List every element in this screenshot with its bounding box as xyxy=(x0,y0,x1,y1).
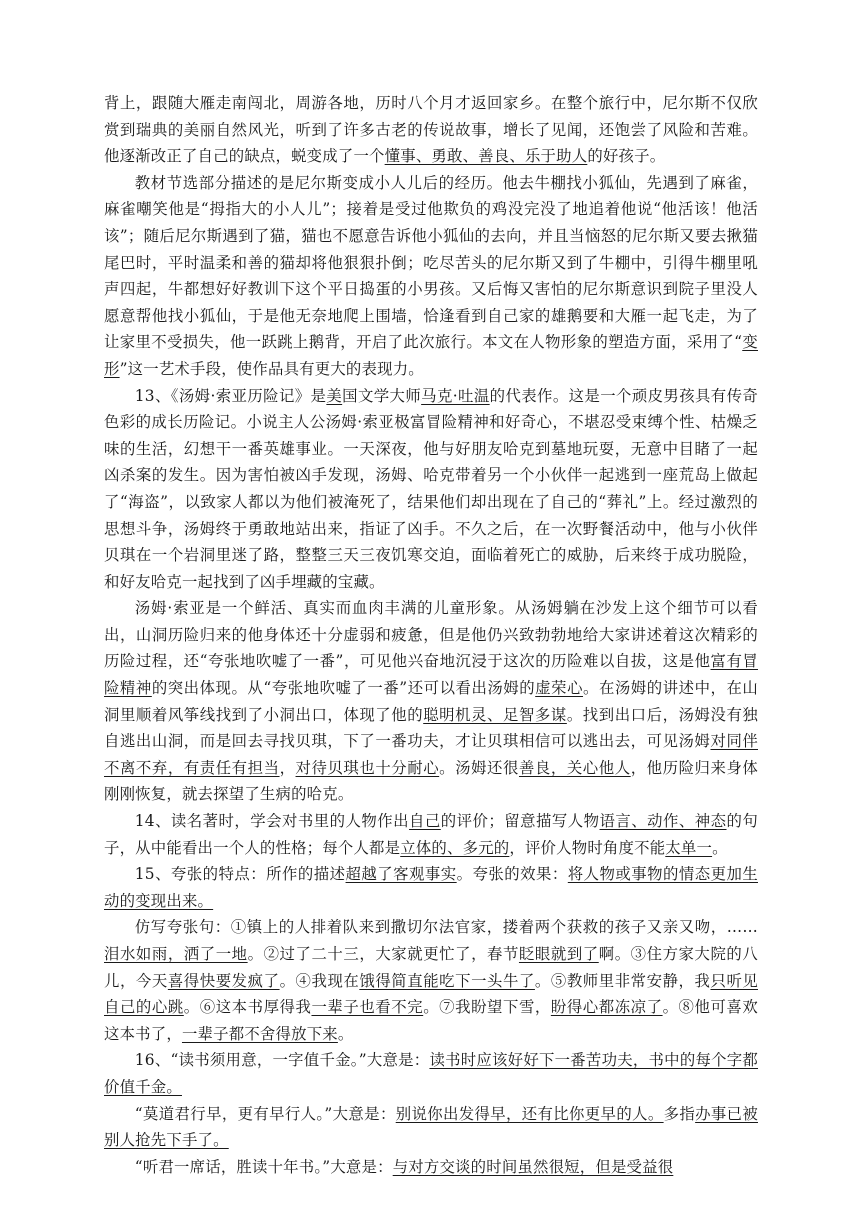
underlined-answer: 马克·吐温 xyxy=(421,386,490,405)
underlined-answer: 一辈子都不舍得放下来 xyxy=(181,1024,338,1043)
text-segment: 背上，跟随大雁走南闯北，周游各地，历时八个月才返回家乡。在整个旅行中，尼尔斯不仅欣赏到瑞典的美丽自然风光，听到了许多古老的传说故事，增长了见闻，还饱尝了风险和苦难。他逐渐改正了自己的缺点，蜕变成了一个 xyxy=(104,94,758,166)
underlined-answer: 富有冒险精神 xyxy=(104,652,758,698)
paragraph xyxy=(104,90,758,170)
underlined-answer: 聪明机灵、足智多谋 xyxy=(423,705,567,724)
underlined-answer: 对同伴不离不弃，有责任有担当 xyxy=(104,732,758,777)
text-segment: 的好孩子。 xyxy=(587,147,666,166)
underlined-answer: 眨眼就到了 xyxy=(518,945,599,963)
text-segment: 。 xyxy=(712,838,728,857)
text-segment: 仿写夸张句：①镇上的人排着队来到撒切尔法官家，搂着两个获救的孩子又亲又吻，…… xyxy=(134,918,758,937)
paragraph xyxy=(104,595,758,808)
underlined-answer: 喜得快要发疯了 xyxy=(167,971,280,990)
paragraph xyxy=(104,1154,758,1181)
underlined-answer: 泪水如雨，洒了一地 xyxy=(104,945,248,963)
text-segment: 的突出体现。从“夸张地吹嘘了一番”还可以看出汤姆的 xyxy=(151,679,536,698)
text-segment: 啊。③住方家大院的八儿，今天 xyxy=(104,945,758,990)
underlined-answer: 办事已被别人抢先下手了。 xyxy=(104,1104,758,1150)
underlined-answer: 变形 xyxy=(104,333,758,378)
text-segment: 。⑧他可喜欢这本书了， xyxy=(104,998,758,1043)
text-segment: 的句子，从中能看出一个人的性格；每个人都是 xyxy=(104,812,758,857)
text-segment: 。④我现在 xyxy=(279,971,360,990)
underlined-answer: 超越了客观事实 xyxy=(345,865,457,884)
paragraph xyxy=(104,383,758,596)
paragraph xyxy=(104,861,758,914)
text-segment: 15、夸张的特点：所作的描述 xyxy=(134,865,346,884)
text-segment: 。汤姆还很 xyxy=(439,758,519,777)
paragraph xyxy=(104,808,758,861)
text-segment: 14、读名著时，学会对书里的人物作出 xyxy=(134,812,410,831)
underlined-answer: 自己 xyxy=(409,812,441,831)
underlined-answer: 语言、动作、神态 xyxy=(599,812,727,831)
underlined-answer: 虚荣心 xyxy=(535,679,584,698)
text-segment: 。⑤教师里非常安静，我 xyxy=(534,971,711,990)
text-segment: 的代表作。这是一个顽皮男孩具有传奇色彩的成长历险记。小说主人公汤姆·索亚极富冒险精神和好奇心，不堪忍受束缚个性、枯燥乏味的生活，幻想干一番英雄事业。一天深夜，他与好朋友哈克到墓地玩耍，无意中目睹了一起凶杀案的发生。因为害怕被凶手发现，汤姆、哈克带着另一个小伙伴一起逃到一座荒岛上做起了“海盗”，以致家人都以为他们被淹死了，结果他们却出现在了自己的“葬礼”上。经过激烈的思想斗争，汤姆终于勇敢地站出来，指证了凶手。不久之后，在一次野餐活动中，他与小伙伴贝琪在一个岩洞里迷了路，整整三天三夜饥寒交迫，面临着死亡的威胁，后来终于成功脱险，和好友哈克一起找到了凶手埋藏的宝藏。 xyxy=(104,386,758,591)
document-page xyxy=(104,90,758,1180)
text-segment: 国文学大师 xyxy=(342,386,422,405)
underlined-answer: 与对方交谈的时间虽然很短，但是受益很 xyxy=(392,1157,674,1176)
text-segment: ”这一艺术手段，使作品具有更大的表现力。 xyxy=(119,359,424,378)
underlined-answer: 对待贝琪也十分耐心 xyxy=(295,758,440,777)
underlined-answer: 一辈子也看不完 xyxy=(311,998,424,1017)
text-segment: 13、《汤姆·索亚历险记》是 xyxy=(134,386,327,405)
text-segment: 多指 xyxy=(663,1104,696,1123)
text-segment: 16、“读书须用意，一字值千金。”大意是： xyxy=(134,1051,430,1070)
underlined-answer: 盼得心都冻凉了 xyxy=(550,998,663,1017)
text-segment: 。⑦我盼望下雪， xyxy=(423,998,551,1017)
text-segment: ， xyxy=(279,758,296,777)
underlined-answer: 只听见自己的心跳 xyxy=(104,971,758,1017)
underlined-answer: 善良，关心他人 xyxy=(518,758,631,777)
text-segment: 。在汤姆的讲述中，在山洞里顺着风筝线找到了小洞出口，体现了他的 xyxy=(104,679,758,724)
text-segment: 。②过了二十三，大家就更忙了，春节 xyxy=(247,945,519,963)
text-segment: ，他历险归来身体刚刚恢复，就去探望了生病的哈克。 xyxy=(104,758,758,804)
text-segment: 。 xyxy=(337,1024,354,1043)
text-segment: 教材节选部分描述的是尼尔斯变成小人儿后的经历。他去牛棚找小狐仙，先遇到了麻雀，麻雀嘲笑他是“拇指大的小人儿”；接着是受过他欺负的鸡没完没了地追着他说“他活该！他活该”；随后尼尔斯遇到了猫，猫也不愿意告诉他小狐仙的去向，并且当恼怒的尼尔斯又要去揪猫尾巴时，平时温柔和善的猫却将他狠狠扑倒；吃尽苦头的尼尔斯又到了牛棚中，引得牛棚里吼声四起，牛都想好好教训下这个平日捣蛋的小男孩。又后悔又害怕的尼尔斯意识到院子里没人愿意帮他找小狐仙，于是他无奈地爬上围墙，恰逢看到自己家的雄鹅要和大雁一起飞走，为了让家里不受损失，他一跃跳上鹅背，开启了此次旅行。本文在人物形象的塑造方面，采用了“ xyxy=(104,173,758,352)
paragraph xyxy=(104,1101,758,1154)
underlined-answer: 将人物或事物的情态更加生动的变现出来。 xyxy=(104,865,758,910)
paragraph xyxy=(104,1047,758,1100)
underlined-answer: 别说你出发得早，还有比你更早的人。 xyxy=(395,1104,664,1123)
underlined-answer: 立体的、多元的 xyxy=(400,838,510,857)
text-segment: “莫道君行早，更有早行人。”大意是： xyxy=(134,1104,396,1123)
underlined-answer: 太单一 xyxy=(665,838,713,857)
text-segment: “听君一席话，胜读十年书。”大意是： xyxy=(134,1157,393,1176)
underlined-answer: 美 xyxy=(326,386,343,405)
paragraph xyxy=(104,914,758,1047)
underlined-answer: 懂事、勇敢、善良、乐于助人 xyxy=(384,147,588,166)
text-segment: 汤姆·索亚是一个鲜活、真实而血肉丰满的儿童形象。从汤姆躺在沙发上这个细节可以看出，山洞历险归来的他身体还十分虚弱和疲惫，但是他仍兴致勃勃地给大家讲述着这次精彩的历险过程，还“夸张地吹嘘了一番”，可见他兴奋地沉浸于这次的历险难以自拔，这是他 xyxy=(104,599,758,671)
text-segment: ，评价人物时角度不能 xyxy=(509,838,666,857)
text-segment: 的评价；留意描写人物 xyxy=(440,812,600,831)
text-segment: 。找到出口后，汤姆没有独自逃出山洞，而是回去寻找贝琪，下了一番功夫，才让贝琪相信可以逃出去，可见汤姆 xyxy=(104,705,758,751)
underlined-answer: 读书时应该好好下一番苦功夫，书中的每个字都价值千金。 xyxy=(104,1051,759,1096)
paragraph xyxy=(104,170,758,383)
text-segment: 。夸张的效果： xyxy=(456,865,568,884)
underlined-answer: 饿得简直能吃下一头牛了 xyxy=(359,971,535,990)
text-segment: 。⑥这本书厚得我 xyxy=(183,998,312,1017)
